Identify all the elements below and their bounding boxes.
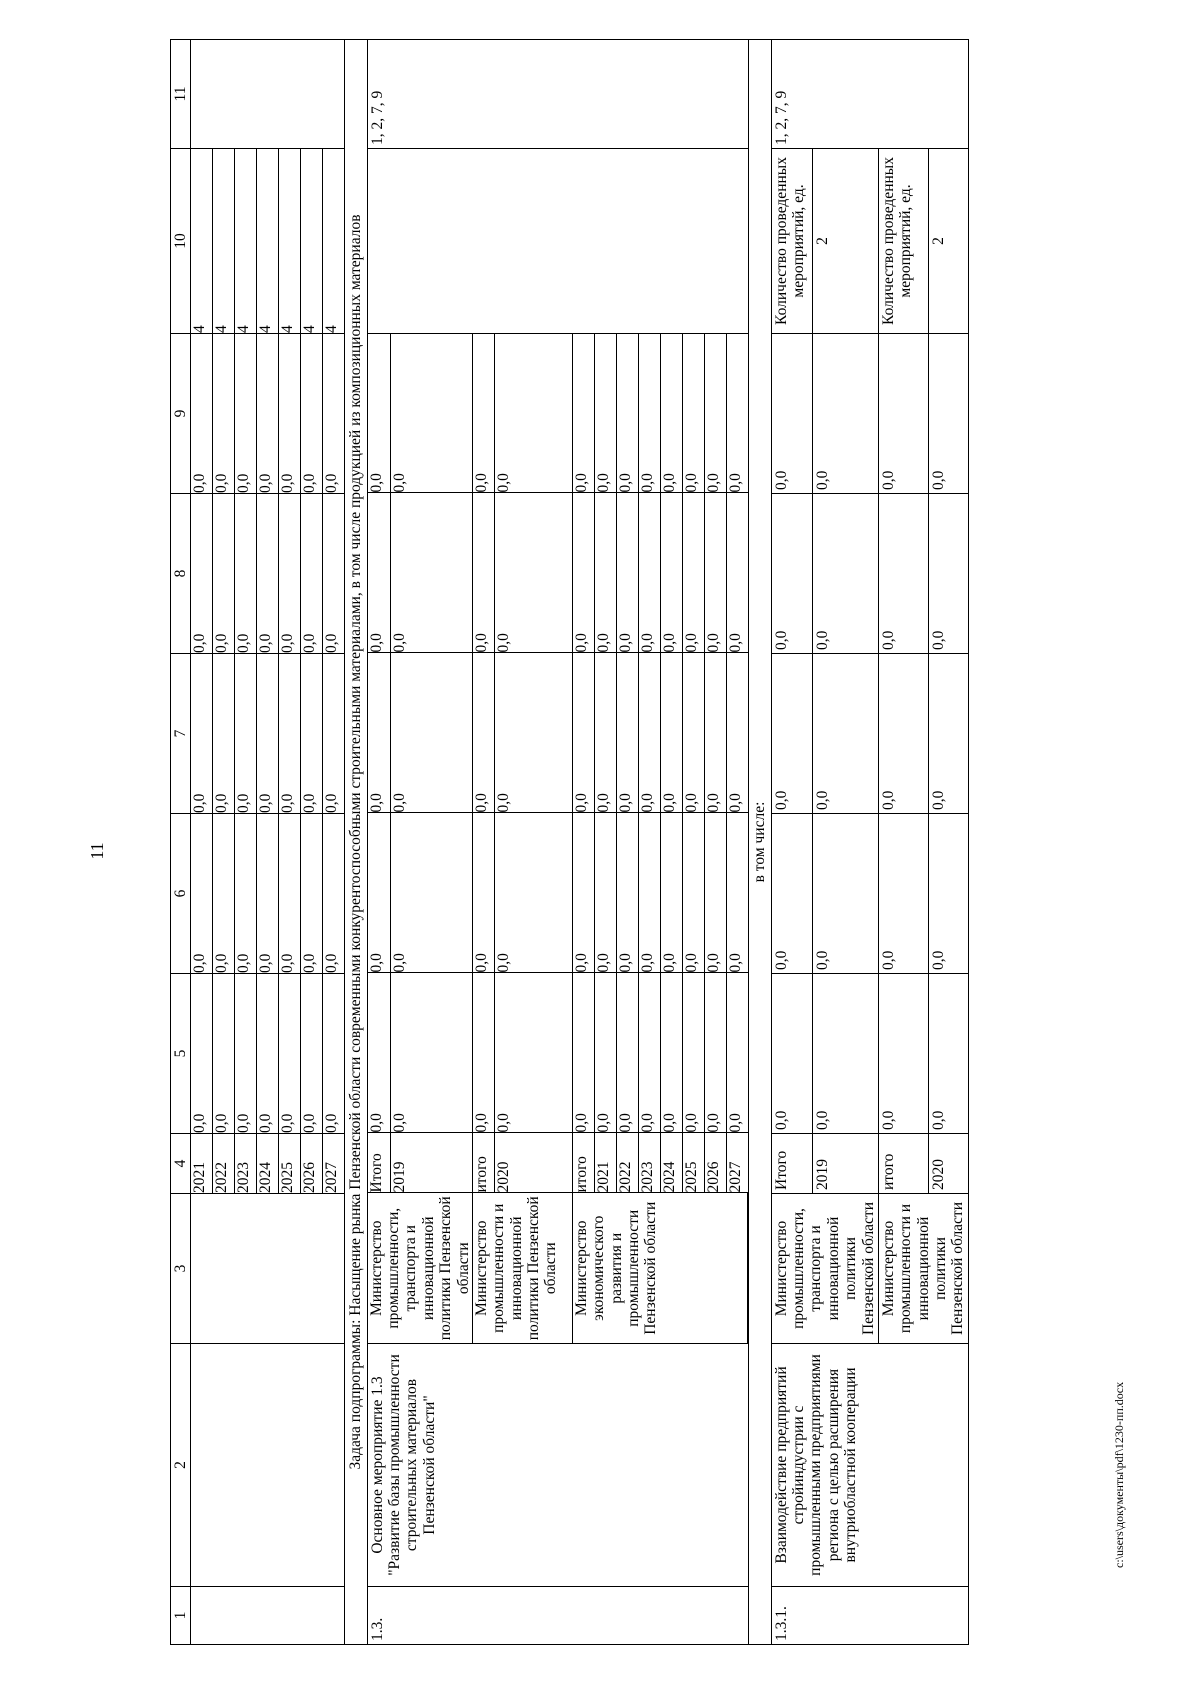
value-cell: 0,0 [191, 974, 213, 1133]
executor: Министерство экономического развития и промышленности Пензенской области [572, 1193, 748, 1343]
value-cell: 0,0 [928, 494, 968, 654]
year-cell: итого [572, 1133, 594, 1193]
value-cell: 0,0 [368, 493, 391, 653]
value-cell: 0,0 [682, 333, 704, 493]
executor: Министерство промышленности, транспорта и инновационной политики Пензенской области [368, 1193, 473, 1343]
value-cell: 0,0 [494, 493, 572, 653]
header-cell: 3 [171, 1194, 191, 1344]
year-cell: итого [878, 1134, 928, 1194]
header-cell: 2 [171, 1344, 191, 1587]
program-table [170, 39, 969, 1645]
value-cell: 0,0 [616, 493, 638, 653]
executor: Министерство промышленности, транспорта и инновационной политики Пензенской области [771, 1194, 878, 1344]
value-cell: 0,0 [638, 973, 660, 1133]
target-refs: 1, 2, 7, 9 [367, 40, 749, 149]
value-cell: 0,0 [704, 333, 726, 493]
value-cell: 0,0 [616, 333, 638, 493]
value-list [191, 494, 344, 653]
header-cell: 4 [171, 1134, 191, 1194]
value-cell: 0,0 [771, 974, 812, 1134]
value-cell: 0,0 [368, 653, 391, 813]
row-number: 1.3.1. [771, 1587, 968, 1645]
executor: Министерство промышленности и инновационной политики Пензенской области [878, 1194, 968, 1344]
year-cell: 2023 [235, 1134, 257, 1193]
year-cell: 2020 [494, 1133, 572, 1193]
value-cell: 0,0 [279, 334, 301, 493]
header-cell: 1 [171, 1587, 191, 1645]
value-list [191, 149, 344, 333]
value-cell: 0,0 [235, 654, 257, 813]
value-cell: 0,0 [928, 334, 968, 494]
value-cell: 0,0 [594, 973, 616, 1133]
value-cell: 0,0 [878, 494, 928, 654]
value-cell: 0,0 [390, 813, 472, 973]
value-cell: 0,0 [594, 813, 616, 973]
value-cell: 0,0 [494, 973, 572, 1133]
indicator-name: Количество проведенных мероприятий, ед. [771, 149, 812, 334]
section-1-3-blocks [368, 333, 749, 1343]
value-cell: 4 [257, 149, 279, 333]
value-cell: 0,0 [812, 494, 878, 654]
value-cell: 0,0 [257, 814, 279, 973]
value-cell: 0,0 [257, 334, 279, 493]
value-cell: 0,0 [257, 654, 279, 813]
row-number: 1.3. [367, 1587, 749, 1645]
value-cell: 0,0 [301, 654, 323, 813]
value-cell: 0,0 [682, 653, 704, 813]
task-band: Задача подпрограммы: Насыщение рынка Пензенской области современными конкурентоспособными строительными материалами, в том числе продукцией из композиционных материалов [345, 40, 367, 1645]
year-cell: 2019 [390, 1133, 472, 1193]
value-cell: 0,0 [594, 653, 616, 813]
header-cell: 7 [171, 654, 191, 814]
indicator-value: 2 [928, 149, 968, 334]
value-cell: 0,0 [726, 813, 748, 973]
empty-cell [367, 149, 749, 334]
value-cell: 0,0 [213, 334, 235, 493]
value-cell: 0,0 [472, 813, 494, 973]
indicator-value: 2 [812, 149, 878, 334]
footer-file-path: c:\users\документы\pdf\1230-пп.docx [1112, 1381, 1126, 1568]
value-cell: 0,0 [323, 633, 341, 653]
executor: Министерство промышленности и инновационной политики Пензенской области [472, 1193, 572, 1343]
value-cell: 0,0 [682, 493, 704, 653]
value-cell: 0,0 [616, 813, 638, 973]
year-cell: 2027 [726, 1133, 748, 1193]
value-cell: 0,0 [368, 973, 391, 1133]
value-cell: 0,0 [878, 974, 928, 1134]
value-cell: 0,0 [235, 334, 257, 493]
value-cell: 0,0 [726, 473, 744, 493]
value-cell: 0,0 [213, 814, 235, 973]
value-cell: 0,0 [494, 333, 572, 493]
value-cell: 0,0 [390, 973, 472, 1133]
value-cell: 0,0 [301, 494, 323, 653]
value-cell: 0,0 [594, 493, 616, 653]
value-list [191, 814, 344, 973]
value-cell: 4 [323, 325, 341, 333]
task-band-row [345, 40, 367, 1645]
year-cell: 2027 [323, 1162, 341, 1193]
year-cell: Итого [368, 1133, 391, 1193]
value-cell: 0,0 [878, 654, 928, 814]
value-cell: 0,0 [771, 334, 812, 494]
value-cell: 0,0 [660, 333, 682, 493]
year-cell: 2025 [682, 1133, 704, 1193]
value-cell: 4 [235, 149, 257, 333]
value-cell: 0,0 [323, 793, 341, 813]
section-1-3-1 [771, 40, 812, 1645]
section-1-3 [367, 40, 749, 1645]
value-cell: 0,0 [279, 494, 301, 653]
value-cell: 0,0 [472, 333, 494, 493]
value-cell: 0,0 [494, 653, 572, 813]
header-cell: 6 [171, 814, 191, 974]
header-cell: 11 [171, 40, 191, 149]
value-cell: 0,0 [390, 653, 472, 813]
year-cell: 2022 [616, 1133, 638, 1193]
year-cell: 2023 [638, 1133, 660, 1193]
header-cell: 5 [171, 974, 191, 1134]
year-cell: 2026 [704, 1133, 726, 1193]
value-cell: 0,0 [235, 494, 257, 653]
value-cell: 0,0 [771, 494, 812, 654]
value-cell: 0,0 [878, 814, 928, 974]
value-cell: 0,0 [213, 494, 235, 653]
header-cell: 9 [171, 334, 191, 494]
empty-cell [191, 1344, 345, 1587]
value-cell: 0,0 [812, 334, 878, 494]
year-cell: 2019 [812, 1134, 878, 1194]
value-cell: 0,0 [704, 493, 726, 653]
indicator-name: Количество проведенных мероприятий, ед. [878, 149, 928, 334]
value-cell: 0,0 [928, 814, 968, 974]
empty-cell [191, 1587, 345, 1645]
value-cell: 0,0 [191, 654, 213, 813]
value-cell: 0,0 [323, 473, 341, 493]
value-cell: 0,0 [616, 653, 638, 813]
value-cell: 0,0 [572, 653, 594, 813]
value-cell: 0,0 [235, 814, 257, 973]
value-cell: 0,0 [279, 654, 301, 813]
value-cell: 0,0 [572, 333, 594, 493]
value-cell: 0,0 [616, 973, 638, 1133]
value-cell: 0,0 [301, 334, 323, 493]
value-cell: 0,0 [191, 814, 213, 973]
value-cell: 0,0 [235, 974, 257, 1133]
value-cell: 0,0 [301, 814, 323, 973]
value-cell: 0,0 [323, 953, 341, 973]
value-list [191, 974, 344, 1133]
value-cell: 0,0 [213, 654, 235, 813]
value-cell: 0,0 [257, 974, 279, 1133]
value-cell: 0,0 [638, 813, 660, 973]
value-cell: 0,0 [572, 493, 594, 653]
value-cell: 0,0 [390, 333, 472, 493]
year-cell: 2022 [213, 1134, 235, 1193]
year-cell: 2025 [279, 1134, 301, 1193]
value-cell: 0,0 [472, 653, 494, 813]
value-cell: 0,0 [323, 1113, 341, 1133]
header-row [171, 40, 191, 1645]
value-cell: 0,0 [878, 334, 928, 494]
value-cell: 0,0 [638, 653, 660, 813]
value-cell: 0,0 [368, 813, 391, 973]
value-cell: 4 [213, 149, 235, 333]
value-cell: 0,0 [704, 973, 726, 1133]
value-cell: 0,0 [472, 493, 494, 653]
value-cell: 0,0 [682, 973, 704, 1133]
value-list [191, 334, 344, 493]
value-cell: 4 [191, 149, 213, 333]
rotated-table-page [170, 40, 1120, 1645]
value-cell: 0,0 [812, 814, 878, 974]
activity-name: Основное мероприятие 1.3 "Развитие базы промышленности строительных материалов Пензенской области" [367, 1344, 749, 1587]
value-cell: 0,0 [726, 493, 748, 653]
value-cell: 0,0 [660, 813, 682, 973]
value-cell: 0,0 [928, 974, 968, 1134]
empty-cell [191, 1194, 345, 1344]
value-cell: 0,0 [390, 493, 472, 653]
year-cell: 2026 [301, 1134, 323, 1193]
value-cell: 0,0 [572, 973, 594, 1133]
value-cell: 0,0 [301, 974, 323, 1133]
value-cell: 0,0 [213, 974, 235, 1133]
value-cell: 0,0 [771, 814, 812, 974]
header-cell: 10 [171, 149, 191, 334]
value-cell: 0,0 [279, 974, 301, 1133]
page-number: 11 [87, 842, 107, 860]
value-cell: 4 [279, 149, 301, 333]
value-cell: 0,0 [191, 334, 213, 493]
year-cell: 2020 [928, 1134, 968, 1194]
value-cell: 0,0 [682, 813, 704, 973]
value-cell: 0,0 [279, 814, 301, 973]
value-cell: 0,0 [594, 333, 616, 493]
value-cell: 0,0 [812, 654, 878, 814]
value-cell: 0,0 [191, 494, 213, 653]
value-cell: 0,0 [638, 493, 660, 653]
value-list [191, 654, 344, 813]
continued-rows [191, 40, 345, 1645]
year-cell: итого [472, 1133, 494, 1193]
value-cell: 0,0 [726, 973, 748, 1133]
year-list [191, 1134, 344, 1193]
value-cell: 4 [301, 149, 323, 333]
value-cell: 0,0 [472, 973, 494, 1133]
value-cell: 0,0 [660, 653, 682, 813]
value-cell: 0,0 [638, 333, 660, 493]
in-that-number: в том числе: [749, 40, 771, 1645]
value-cell: 0,0 [928, 654, 968, 814]
in-that-number-row [749, 40, 771, 1645]
year-cell: 2021 [191, 1134, 213, 1193]
value-cell: 0,0 [257, 494, 279, 653]
activity-name: Взаимодействие предприятий стройиндустрии с промышленными предприятиями региона с целью расширения внутриобластной кооперации [771, 1344, 968, 1587]
year-cell: 2024 [257, 1134, 279, 1193]
target-refs: 1, 2, 7, 9 [771, 40, 968, 149]
value-cell: 0,0 [368, 333, 391, 493]
value-cell: 0,0 [771, 654, 812, 814]
value-cell: 0,0 [812, 974, 878, 1134]
value-cell: 0,0 [704, 813, 726, 973]
header-cell: 8 [171, 494, 191, 654]
value-cell: 0,0 [494, 813, 572, 973]
year-cell: 2021 [594, 1133, 616, 1193]
year-cell: Итого [771, 1134, 812, 1194]
value-cell: 0,0 [572, 813, 594, 973]
value-cell: 0,0 [704, 653, 726, 813]
year-cell: 2024 [660, 1133, 682, 1193]
value-cell: 0,0 [660, 973, 682, 1133]
value-cell: 0,0 [726, 653, 748, 813]
value-cell: 0,0 [660, 493, 682, 653]
empty-cell [191, 40, 345, 149]
